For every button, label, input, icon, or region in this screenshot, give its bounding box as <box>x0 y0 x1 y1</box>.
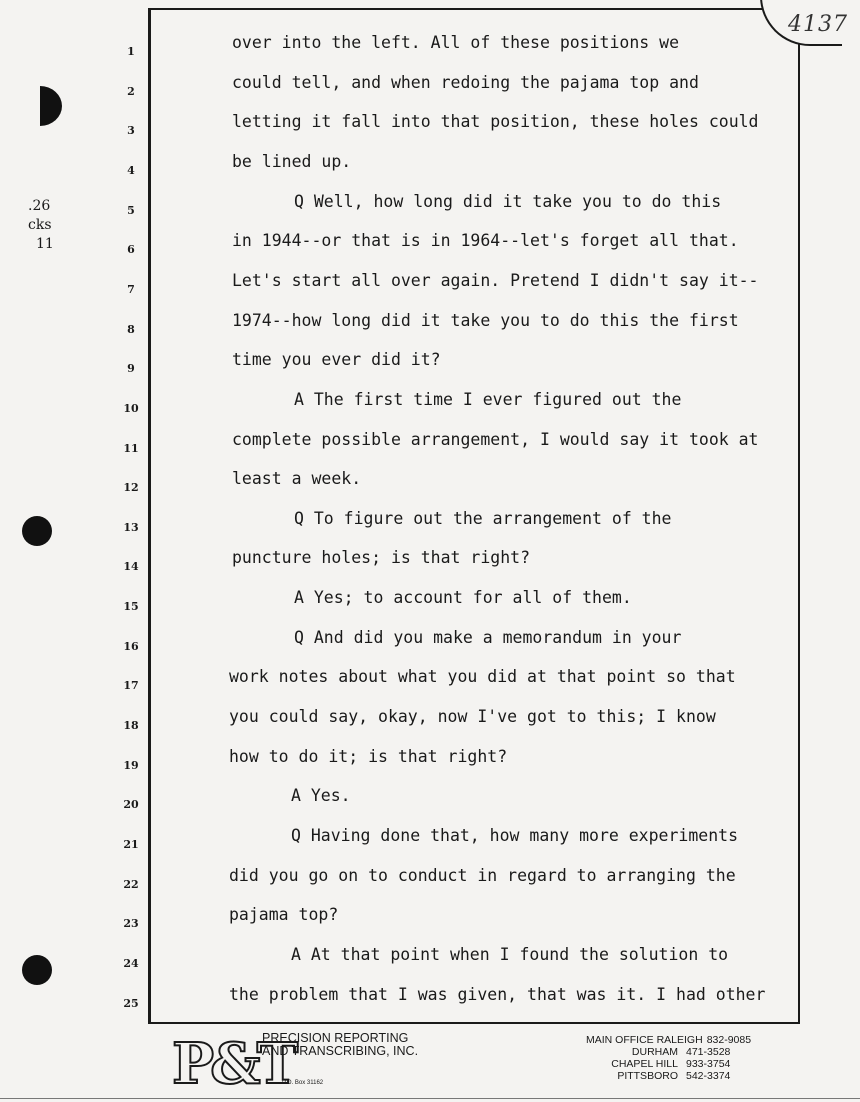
line-number: 16 <box>123 639 139 653</box>
margin-note-line: cks <box>28 217 52 233</box>
company-name-line: PRECISION REPORTING <box>262 1031 409 1045</box>
transcript-line: did you go on to conduct in regard to arranging the <box>229 865 736 885</box>
transcript-line: in 1944--or that is in 1964--let's forget all that. <box>232 231 739 251</box>
transcript-line: the problem that I was given, that was it. I had other <box>229 984 766 1004</box>
line-number: 12 <box>123 481 139 495</box>
office-row <box>586 1058 751 1070</box>
transcript-line: Q And did you make a memorandum in your <box>294 627 682 647</box>
footer <box>172 1028 812 1098</box>
transcript-line: letting it fall into that position, these holes could <box>232 112 759 132</box>
transcript-line: time you ever did it? <box>232 350 441 370</box>
line-number: 17 <box>123 679 139 693</box>
po-box: P.O. Box 31162 <box>282 1080 324 1086</box>
line-number: 5 <box>127 203 135 217</box>
office-phone: 933-3754 <box>686 1058 731 1070</box>
line-number: 15 <box>123 600 139 614</box>
transcript-line: work notes about what you did at that point so that <box>229 667 736 687</box>
line-number: 2 <box>127 84 135 98</box>
transcript-line: Let's start all over again. Pretend I didn't say it-- <box>232 270 759 290</box>
line-number: 13 <box>123 520 139 534</box>
transcript-line: how to do it; is that right? <box>229 746 508 766</box>
transcript-line: 1974--how long did it take you to do this the first <box>232 310 739 330</box>
transcript-line: Q Well, how long did it take you to do this <box>294 191 722 211</box>
bottom-rule <box>0 1098 860 1099</box>
company-logo: P&T <box>172 1031 295 1097</box>
line-number: 18 <box>123 719 139 733</box>
transcript-line: A At that point when I found the solution to <box>291 944 729 964</box>
transcript-line: could tell, and when redoing the pajama top and <box>232 72 699 92</box>
company-name-line: AND TRANSCRIBING, INC. <box>262 1044 419 1058</box>
line-number: 22 <box>123 877 139 891</box>
line-number: 20 <box>123 798 139 812</box>
transcript-line: pajama top? <box>229 905 339 925</box>
line-number: 1 <box>127 45 135 58</box>
line-number: 21 <box>123 838 139 851</box>
office-row <box>586 1034 751 1046</box>
line-number: 19 <box>123 758 139 772</box>
line-number: 4 <box>127 163 135 177</box>
office-phone: 471-3528 <box>686 1046 731 1058</box>
transcript-line: you could say, okay, now I've got to this; I know <box>229 707 716 727</box>
line-number: 10 <box>123 401 139 415</box>
transcript-line: complete possible arrangement, I would say it took at <box>232 429 759 449</box>
office-city: CHAPEL HILL <box>611 1058 678 1070</box>
page-number: 4137 <box>788 12 848 37</box>
office-city: PITTSBORO <box>617 1070 678 1082</box>
line-number: 11 <box>123 441 139 455</box>
office-row <box>586 1070 751 1082</box>
transcript-line: Q To figure out the arrangement of the <box>294 508 672 528</box>
line-number: 25 <box>123 996 139 1010</box>
transcript-line: Q Having done that, how many more experiments <box>291 826 739 845</box>
office-phone: 542-3374 <box>686 1070 731 1082</box>
transcript-line: A The first time I ever figured out the <box>294 389 682 409</box>
line-number: 6 <box>127 243 135 257</box>
line-number: 3 <box>127 124 135 138</box>
line-number: 7 <box>127 282 135 296</box>
office-list <box>586 1034 751 1082</box>
transcript-line: A Yes. <box>291 786 351 806</box>
transcript-line: be lined up. <box>232 151 352 171</box>
line-number: 23 <box>123 917 139 931</box>
office-phone: 832-9085 <box>706 1034 752 1046</box>
office-city: MAIN OFFICE RALEIGH <box>586 1034 703 1046</box>
office-row <box>586 1046 751 1058</box>
transcript-line: puncture holes; is that right? <box>232 548 531 568</box>
margin-note-line: .26 <box>28 198 51 214</box>
line-number: 9 <box>127 362 135 376</box>
office-city: DURHAM <box>631 1046 678 1058</box>
company-name <box>262 1032 418 1058</box>
transcript-line: least a week. <box>232 469 362 489</box>
margin-note-line: 11 <box>36 236 54 252</box>
transcript-line: A Yes; to account for all of them. <box>294 588 632 608</box>
line-number: 14 <box>123 560 139 574</box>
line-number: 8 <box>127 322 135 336</box>
line-number: 24 <box>123 956 139 970</box>
transcript-line: over into the left. All of these positions we <box>232 33 680 52</box>
